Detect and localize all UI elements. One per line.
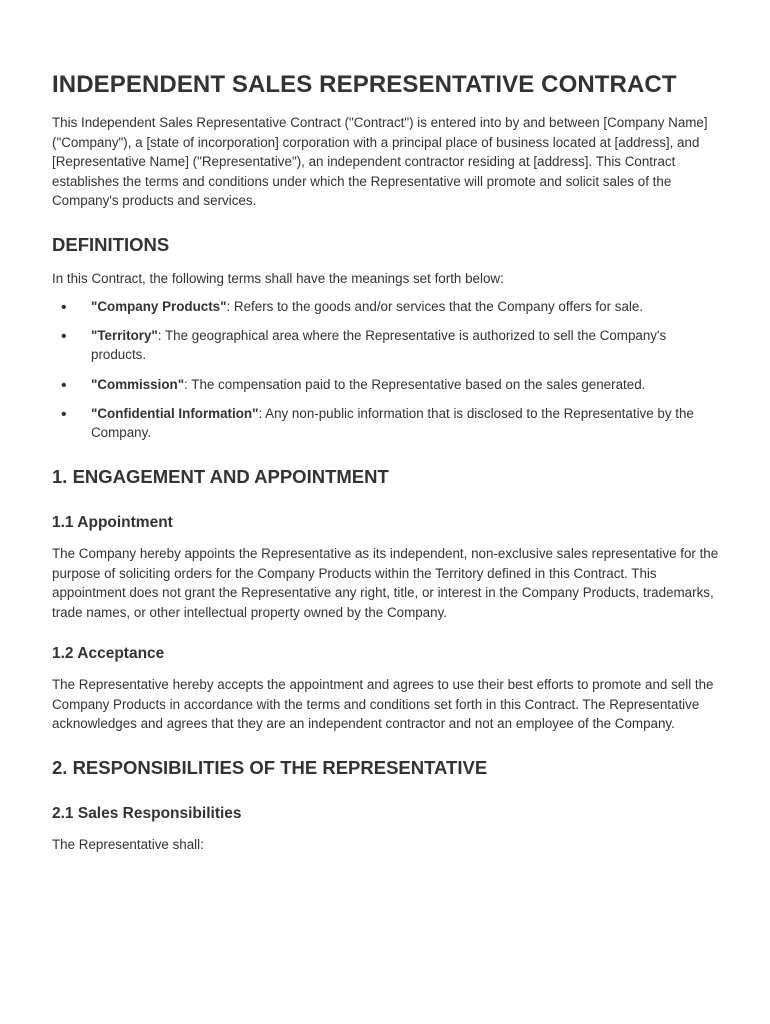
- definitions-intro: In this Contract, the following terms shall have the meanings set forth below:: [52, 270, 504, 286]
- bullet-icon: •: [61, 376, 67, 394]
- section-1-heading: 1. ENGAGEMENT AND APPOINTMENT: [52, 465, 389, 487]
- subsection-1-2-paragraph: The Representative hereby accepts the appointment and agrees to use their best efforts to promote and sell the Company Products in accordance with the terms and conditions set forth in this Contract. The Representative acknowledges and agrees that they are an independent contractor and not an employee of the Company.: [52, 677, 714, 732]
- definition-term: "Territory": [91, 327, 158, 343]
- definition-term: "Commission": [91, 376, 185, 392]
- bullet-icon: •: [61, 327, 67, 345]
- definition-text: : The compensation paid to the Representative based on the sales generated.: [184, 376, 646, 392]
- list-item: [52, 326, 720, 365]
- subsection-2-1-paragraph: The Representative shall:: [52, 837, 204, 853]
- subsection-1-1-heading: 1.1 Appointment: [52, 513, 173, 531]
- definition-text: : Any non-public information that is disclosed to the Representative by the Company.: [91, 405, 694, 441]
- bullet-icon: •: [61, 298, 67, 316]
- document-title: INDEPENDENT SALES REPRESENTATIVE CONTRACT: [52, 71, 677, 98]
- list-item: [52, 375, 720, 395]
- list-item: [52, 297, 720, 317]
- definition-term: "Confidential Information": [91, 405, 259, 421]
- definitions-list: [52, 297, 720, 443]
- document-page: [52, 68, 720, 855]
- subsection-1-1-paragraph: The Company hereby appoints the Representative as its independent, non-exclusive sales representative for the purpose of soliciting orders for the Company Products within the Territory defined in this Contract. This appointment does not grant the Representative any right, title, or interest in the Company Products, trademarks, trade names, or other intellectual property owned by the Company.: [52, 545, 719, 620]
- bullet-icon: •: [61, 405, 67, 423]
- definition-text: : Refers to the goods and/or services that the Company offers for sale.: [226, 298, 644, 314]
- definitions-heading: DEFINITIONS: [52, 233, 170, 255]
- subsection-1-2-heading: 1.2 Acceptance: [52, 645, 165, 663]
- definition-term: "Company Products": [91, 298, 227, 314]
- list-item: [52, 404, 720, 443]
- definition-text: : The geographical area where the Representative is authorized to sell the Company's products.: [91, 327, 667, 363]
- subsection-2-1-heading: 2.1 Sales Responsibilities: [52, 805, 242, 823]
- section-2-heading: 2. RESPONSIBILITIES OF THE REPRESENTATIVE: [52, 757, 488, 779]
- intro-paragraph: This Independent Sales Representative Contract ("Contract") is entered into by and between [Company Name] ("Company"), a [state of incorporation] corporation with a principal place of business located at [address], and [Representative Name] ("Representative"), an independent contractor residing at [address]. This Contract establishes the terms and conditions under which the Representative will promote and solicit sales of the Company's products and services.: [52, 115, 708, 209]
